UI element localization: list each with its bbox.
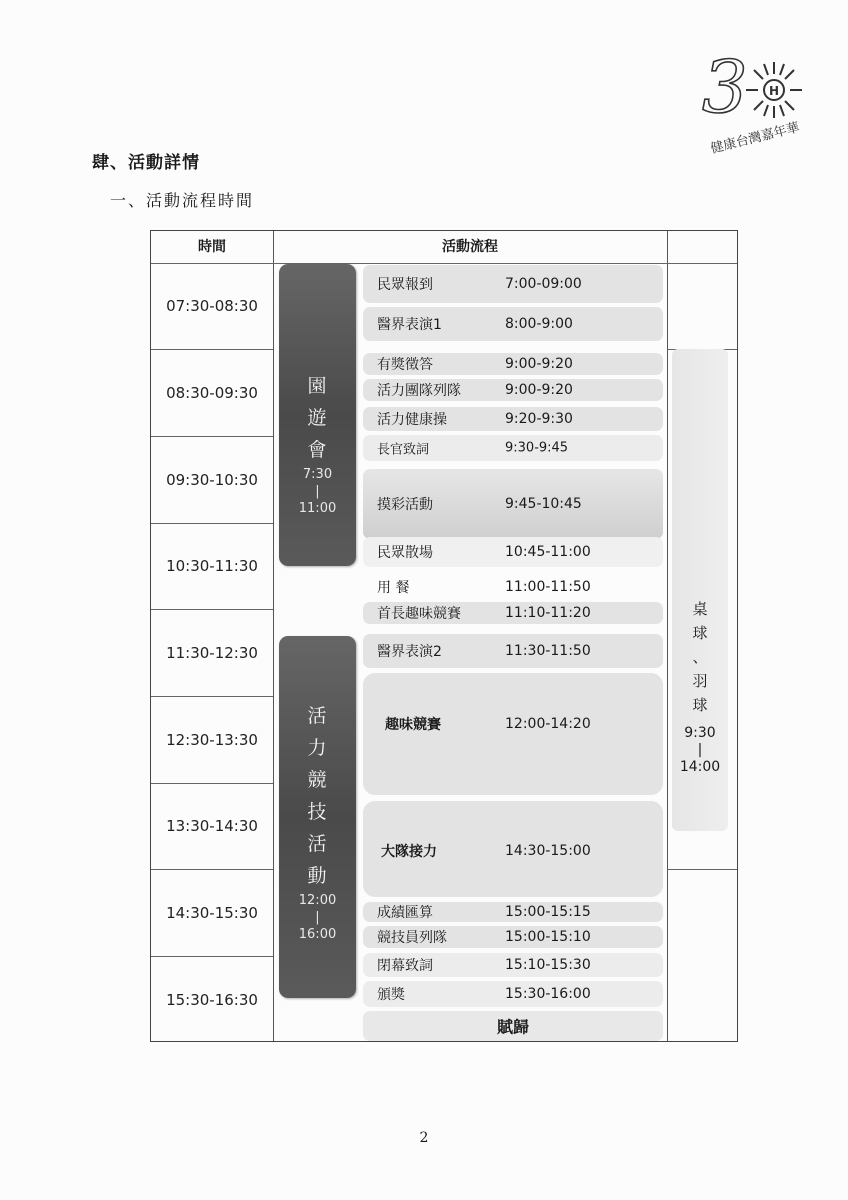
activity-name: 醫界表演2 <box>377 644 442 660</box>
closing-text: 賦歸 <box>496 1017 529 1037</box>
activity-time: 14:30-15:00 <box>505 842 591 859</box>
activity-time: 11:30-11:50 <box>505 643 591 659</box>
time-slot: 11:30-12:30 <box>166 644 258 662</box>
activity-time: 15:00-15:10 <box>505 929 591 945</box>
activity-time: 9:20-9:30 <box>505 411 573 427</box>
activity-item <box>363 407 663 431</box>
activity-item <box>363 634 663 668</box>
activity-time: 15:30-16:00 <box>505 986 591 1002</box>
activity-time: 11:10-11:20 <box>505 605 591 621</box>
activity-item <box>363 573 663 601</box>
banner-char: 動 <box>307 865 328 887</box>
banner-char: 力 <box>307 737 328 759</box>
row-divider <box>151 869 273 870</box>
activity-time: 7:00-09:00 <box>505 276 582 292</box>
activity-item <box>363 307 663 341</box>
activity-time: 15:10-15:30 <box>505 957 591 973</box>
activity-name: 有獎徵答 <box>377 357 433 373</box>
banner-time-start: 12:00 <box>298 893 337 908</box>
activity-time: 9:00-9:20 <box>505 382 573 398</box>
side-time-sep: | <box>697 742 703 758</box>
banner-time-end: 11:00 <box>298 501 337 516</box>
activity-item <box>363 926 663 948</box>
activity-name: 長官致詞 <box>377 442 430 458</box>
side-char: 球 <box>692 624 708 642</box>
header-flow: 活動流程 <box>442 239 498 255</box>
time-slot: 07:30-08:30 <box>166 297 258 315</box>
header-divider <box>151 263 737 264</box>
schedule-table <box>150 230 738 1042</box>
row-divider <box>151 696 273 697</box>
banner-time-sep: | <box>315 484 320 499</box>
page-number: 2 <box>419 1130 429 1146</box>
row-divider <box>151 523 273 524</box>
activity-time: 9:00-9:20 <box>505 356 573 372</box>
activity-time: 8:00-9:00 <box>505 316 573 332</box>
activity-item <box>363 265 663 303</box>
activity-name: 醫界表演1 <box>377 317 442 333</box>
row-divider <box>151 609 273 610</box>
side-time-start: 9:30 <box>684 725 716 741</box>
row-divider <box>667 869 737 870</box>
activity-item <box>363 981 663 1007</box>
activity-item <box>363 379 663 401</box>
row-divider <box>151 783 273 784</box>
activity-item <box>363 673 663 795</box>
activity-name: 活力團隊列隊 <box>377 383 461 399</box>
activity-name: 閉幕致詞 <box>377 958 433 974</box>
activity-item <box>363 602 663 624</box>
activity-time: 9:45-10:45 <box>505 496 582 512</box>
column-divider <box>667 231 668 1041</box>
time-slot: 12:30-13:30 <box>166 731 258 749</box>
banner-time-end: 16:00 <box>298 927 337 942</box>
activity-name: 民眾報到 <box>377 277 433 293</box>
time-slot: 14:30-15:30 <box>166 904 258 922</box>
side-char: 、 <box>692 648 708 666</box>
time-slot: 09:30-10:30 <box>166 471 258 489</box>
activity-item <box>363 435 663 461</box>
banner-char: 競 <box>307 769 328 791</box>
row-divider <box>151 436 273 437</box>
banner-char: 技 <box>307 801 328 823</box>
activity-name: 摸彩活動 <box>377 497 433 513</box>
activity-name: 頒獎 <box>377 987 405 1003</box>
activity-time: 12:00-14:20 <box>505 716 591 733</box>
activity-name: 趣味競賽 <box>385 717 441 734</box>
activity-item-closing <box>363 1011 663 1041</box>
event-logo <box>694 34 818 158</box>
activity-time: 15:00-15:15 <box>505 904 591 920</box>
banner-char: 會 <box>307 439 328 461</box>
banner-sports-competition <box>279 636 356 998</box>
svg-text:3: 3 <box>702 45 748 129</box>
side-char: 球 <box>692 696 708 714</box>
time-slot: 10:30-11:30 <box>166 557 258 575</box>
activity-time: 11:00-11:50 <box>505 579 591 595</box>
banner-time-start: 7:30 <box>302 467 333 482</box>
banner-char: 園 <box>307 375 328 397</box>
activity-item <box>363 902 663 922</box>
time-slot: 13:30-14:30 <box>166 817 258 835</box>
activity-name: 首長趣味競賽 <box>377 606 461 622</box>
activity-name: 成績匯算 <box>377 905 433 921</box>
side-char: 羽 <box>692 672 708 690</box>
activity-name: 競技員列隊 <box>377 930 447 946</box>
activity-item <box>363 537 663 567</box>
activity-item <box>363 469 663 539</box>
sub-heading: 一、活動流程時間 <box>110 191 255 210</box>
side-char: 桌 <box>692 600 708 618</box>
activity-item <box>363 801 663 897</box>
banner-time-sep: | <box>315 910 320 925</box>
banner-garden-party <box>279 264 356 566</box>
activity-item <box>363 353 663 375</box>
time-slot: 08:30-09:30 <box>166 384 258 402</box>
column-divider <box>273 231 274 1041</box>
svg-text:H: H <box>768 84 780 98</box>
activity-name: 大隊接力 <box>381 843 437 860</box>
activity-item <box>363 953 663 977</box>
activity-time: 10:45-11:00 <box>505 544 591 560</box>
banner-char: 活 <box>307 833 328 855</box>
row-divider <box>151 956 273 957</box>
activity-name: 用 餐 <box>377 580 410 596</box>
side-time-end: 14:00 <box>679 759 721 775</box>
activity-name: 活力健康操 <box>377 412 447 428</box>
activity-name: 民眾散場 <box>377 545 433 561</box>
time-slot: 15:30-16:30 <box>166 991 258 1009</box>
banner-char: 遊 <box>307 407 328 429</box>
section-heading: 肆、活動詳情 <box>92 153 200 173</box>
header-time: 時間 <box>198 239 226 255</box>
banner-char: 活 <box>307 705 328 727</box>
row-divider <box>151 349 273 350</box>
side-band-table-tennis-badminton <box>672 349 728 831</box>
activity-time: 9:30-9:45 <box>505 440 569 456</box>
logo-text: 健康台灣嘉年華 <box>709 120 802 157</box>
